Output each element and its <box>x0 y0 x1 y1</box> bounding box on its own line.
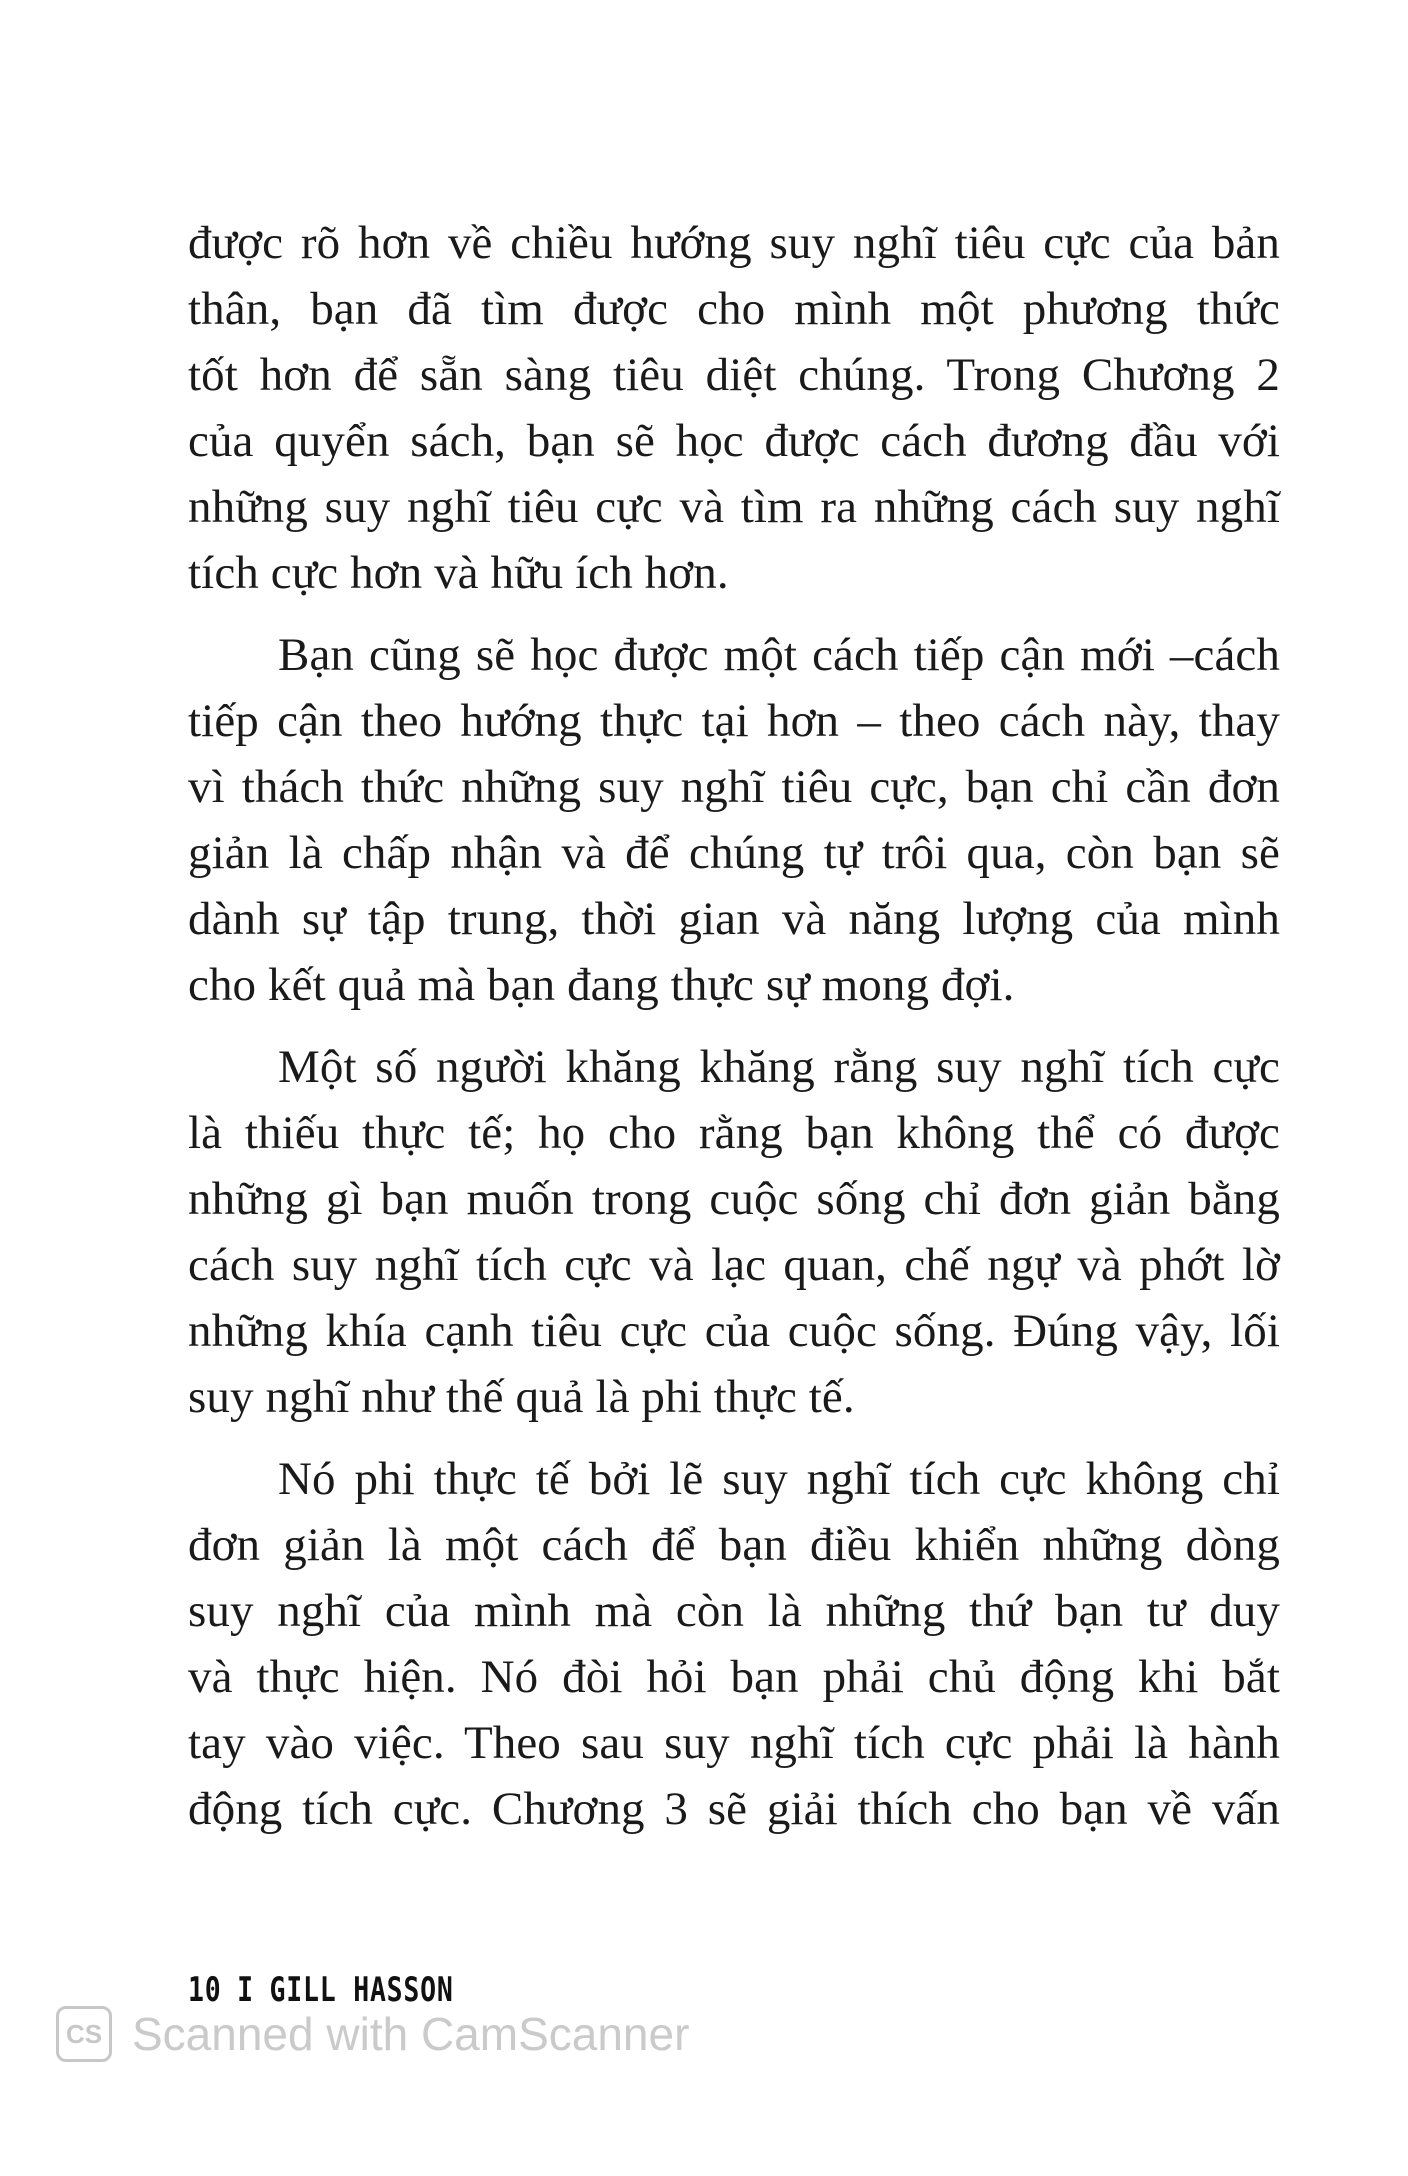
scanner-watermark <box>56 2006 689 2062</box>
text-line: vì thách thức những suy nghĩ tiêu cực, bạn chỉ cần đơn <box>188 761 1280 813</box>
page-footer <box>188 1970 454 2010</box>
text-line: tiếp cận theo hướng thực tại hơn – theo cách này, thay <box>188 695 1280 747</box>
watermark-text: Scanned with CamScanner <box>132 2008 690 2060</box>
text-line: Bạn cũng sẽ học được một cách tiếp cận mới –cách <box>278 629 1280 681</box>
text-line: tốt hơn để sẵn sàng tiêu diệt chúng. Trong Chương 2 <box>188 349 1280 401</box>
paragraph-1 <box>188 210 1280 606</box>
text-line: giản là chấp nhận và để chúng tự trôi qua, còn bạn sẽ <box>188 827 1280 879</box>
paragraph-2 <box>188 622 1280 1018</box>
footer-separator: I <box>237 1970 254 2010</box>
text-line: động tích cực. Chương 3 sẽ giải thích cho bạn về vấn <box>188 1783 1280 1835</box>
text-line: những suy nghĩ tiêu cực và tìm ra những cách suy nghĩ <box>188 481 1280 533</box>
text-line: và thực hiện. Nó đòi hỏi bạn phải chủ động khi bắt <box>188 1651 1280 1703</box>
text-line: những gì bạn muốn trong cuộc sống chỉ đơn giản bằng <box>188 1173 1280 1225</box>
text-line: của quyển sách, bạn sẽ học được cách đương đầu với <box>188 415 1280 467</box>
text-line: tích cực hơn và hữu ích hơn. <box>188 547 729 599</box>
text-line: tay vào việc. Theo sau suy nghĩ tích cực phải là hành <box>188 1717 1280 1769</box>
text-line: những khía cạnh tiêu cực của cuộc sống. Đúng vậy, lối <box>188 1305 1280 1357</box>
paragraph-3 <box>188 1034 1280 1430</box>
text-line: Một số người khăng khăng rằng suy nghĩ tích cực <box>278 1041 1280 1093</box>
text-line: là thiếu thực tế; họ cho rằng bạn không thể có được <box>188 1107 1280 1159</box>
paragraph-4 <box>188 1446 1280 1842</box>
text-line: đơn giản là một cách để bạn điều khiển những dòng <box>188 1519 1280 1571</box>
text-line: suy nghĩ như thế quả là phi thực tế. <box>188 1371 855 1423</box>
page-number: 10 <box>188 1970 222 2010</box>
text-line: cách suy nghĩ tích cực và lạc quan, chế ngự và phớt lờ <box>188 1239 1280 1291</box>
author-name: GILL HASSON <box>269 1970 454 2010</box>
text-line: cho kết quả mà bạn đang thực sự mong đợi. <box>188 959 1015 1011</box>
camscanner-logo-icon: CS <box>56 2006 112 2062</box>
page-body <box>188 210 1280 1858</box>
text-line: dành sự tập trung, thời gian và năng lượng của mình <box>188 893 1280 945</box>
text-line: suy nghĩ của mình mà còn là những thứ bạn tư duy <box>188 1585 1280 1637</box>
text-line: được rõ hơn về chiều hướng suy nghĩ tiêu cực của bản <box>188 217 1280 269</box>
text-line: thân, bạn đã tìm được cho mình một phương thức <box>188 283 1280 335</box>
text-line: Nó phi thực tế bởi lẽ suy nghĩ tích cực không chỉ <box>278 1453 1280 1505</box>
